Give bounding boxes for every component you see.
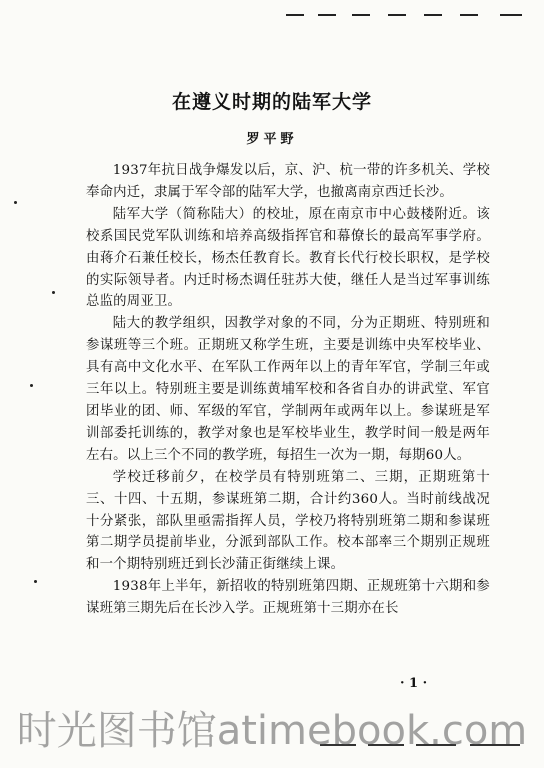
header-rule <box>286 14 304 16</box>
page-number: · 1 · <box>400 676 428 691</box>
header-rule <box>424 14 442 16</box>
watermark-text: 时光图书馆atimebook.com <box>16 708 528 754</box>
header-rule <box>352 14 370 16</box>
paragraph: 陆军大学（简称陆大）的校址，原在南京市中心鼓楼附近。该校系国民党军队训练和培养高级指挥官和幕僚长的最高军事学府。由蒋介石兼任校长，杨杰任教育长。教育长代行校长职权，是学校的实际领导者。内迁时杨杰调任驻苏大使，继任人是当过军事训练总监的周亚卫。 <box>86 206 490 310</box>
header-rule <box>388 14 406 16</box>
paragraph: 陆大的教学组织，因教学对象的不同，分为正期班、特别班和参谋班等三个班。正期班又称学生班，主要是训练中央军校毕业、具有高中文化水平、在军队工作两年以上的青年军官，学制三年或三年以上。特别班主要是训练黄埔军校和各省自办的讲武堂、军官团毕业的团、师、军级的军官，学制两年或两年以上。参谋班是军训部委托训练的，教学对象也是军校毕业生，教学时间一般是两年左右。以上三个不同的教学班，每招生一次为一期，每期60人。 <box>86 316 490 463</box>
author-name: 罗平野 <box>246 132 298 147</box>
paragraph: 1937年抗日战争爆发以后，京、沪、杭一带的许多机关、学校奉命内迁，隶属于军令部的陆军大学，也撤离南京西迁长沙。 <box>86 163 490 200</box>
paragraph: 学校迁移前夕，在校学员有特别班第二、三期，正期班第十三、十四、十五期，参谋班第二期，合计约360人。当时前线战况十分紧张，部队里亟需指挥人员，学校乃将特别班第二期和参谋班第二期学员提前毕业，分派到部队工作。校本部率三个期别正规班和一个期特别班迁到长沙蒲正街继续上课。 <box>86 469 490 573</box>
scan-speck <box>14 201 17 204</box>
header-rule <box>318 14 336 16</box>
scan-speck <box>34 580 37 583</box>
article-title: 在遵义时期的陆军大学 <box>171 90 372 113</box>
header-rule <box>500 14 522 16</box>
scan-speck <box>52 291 55 294</box>
article-body <box>86 160 490 620</box>
scan-speck <box>30 384 33 387</box>
paragraph: 1938年上半年，新招收的特别班第四期、正规班第十六期和参谋班第三期先后在长沙入学。正规班第十三期亦在长 <box>86 579 490 617</box>
header-rule <box>460 14 478 16</box>
